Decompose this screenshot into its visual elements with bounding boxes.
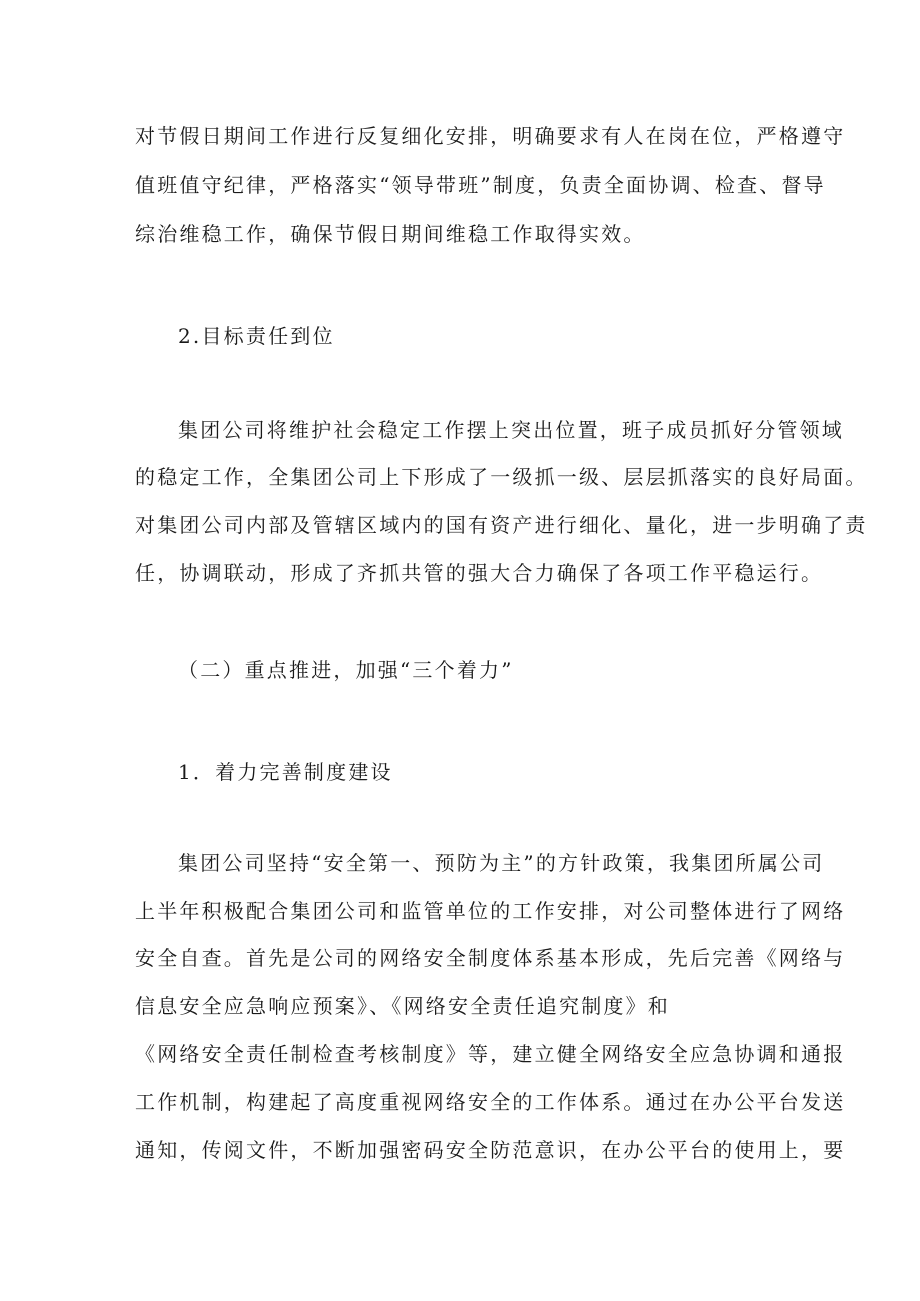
paragraph-line: 综治维稳工作，确保节假日期间维稳工作取得实效。 [135, 222, 646, 246]
subheading-target-responsibility: 2.目标责任到位 [178, 324, 335, 348]
item-heading: 1．着力完善制度建设 [178, 760, 393, 784]
paragraph-line: 《网络安全责任制检查考核制度》等，建立健全网络安全应急协调和通报 [135, 1042, 846, 1066]
section-heading: （二）重点推进，加强“三个着力” [178, 658, 514, 682]
paragraph-line: 集团公司将维护社会稳定工作摆上突出位置，班子成员抓好分管领域 [178, 418, 844, 442]
paragraph-line: 对节假日期间工作进行反复细化安排，明确要求有人在岗在位，严格遵守 [135, 124, 846, 148]
paragraph-line: 通知，传阅文件，不断加强密码安全防范意识，在办公平台的使用上，要 [135, 1138, 846, 1162]
paragraph-line: 对集团公司内部及管辖区域内的国有资产进行细化、量化，进一步明确了责 [135, 513, 868, 537]
paragraph-line: 值班值守纪律，严格落实“领导带班”制度，负责全面协调、检查、督导 [135, 173, 826, 197]
paragraph-line: 上半年积极配合集团公司和监管单位的工作安排，对公司整体进行了网络 [135, 899, 846, 923]
paragraph-line: 安全自查。首先是公司的网络安全制度体系基本形成，先后完善《网络与 [135, 946, 846, 970]
paragraph-line: 工作机制，构建起了高度重视网络安全的工作体系。通过在办公平台发送 [135, 1090, 846, 1114]
paragraph-line: 的稳定工作，全集团公司上下形成了一级抓一级、层层抓落实的良好局面。 [135, 465, 868, 489]
paragraph-line: 任，协调联动，形成了齐抓共管的强大合力确保了各项工作平稳运行。 [135, 561, 824, 585]
paragraph-line: 信息安全应急响应预案》、《网络安全责任追究制度》和 [135, 994, 670, 1018]
paragraph-line: 集团公司坚持“安全第一、预防为主”的方针政策，我集团所属公司 [178, 851, 825, 875]
